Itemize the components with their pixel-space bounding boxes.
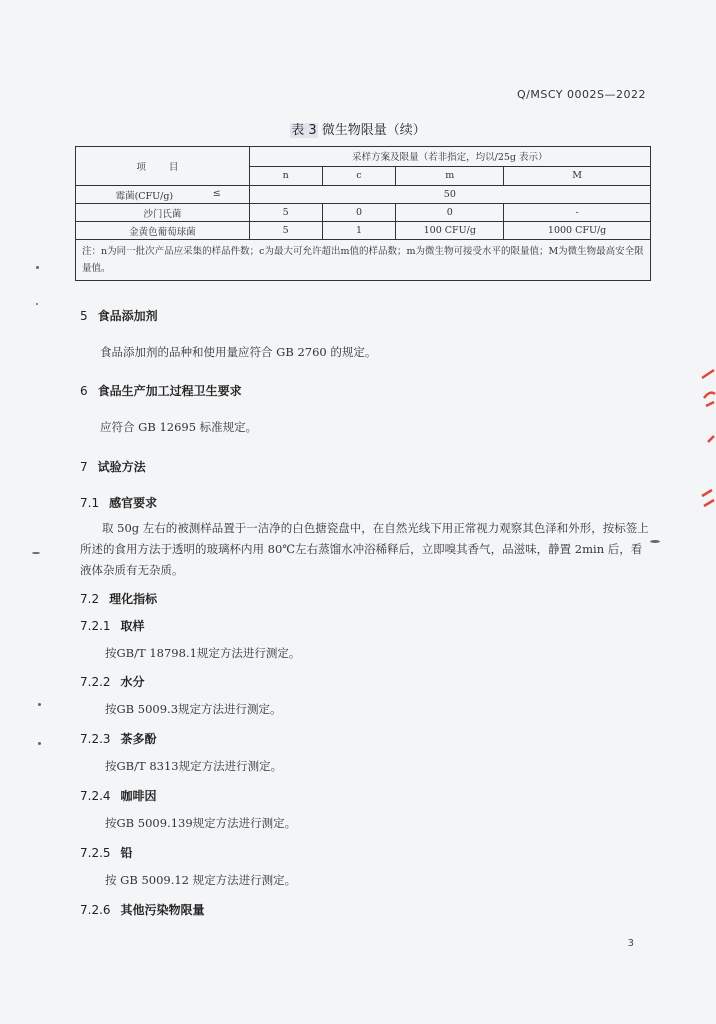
table-title [0, 119, 716, 138]
table-note: 注：n为同一批次产品应采集的样品件数；c为最大可允许超出m值的样品数；m为微生物可接受水平的限量值；M为微生物最高安全限量值。 [76, 240, 651, 281]
cell-c: 1 [322, 222, 396, 240]
section-7-2-5-text: 按 GB 5009.12 规定方法进行测定。 [105, 873, 297, 887]
section-number: 7.1 [80, 496, 100, 510]
section-number: 7.2.3 [80, 732, 111, 746]
section-7-2-4-text: 按GB 5009.139规定方法进行测定。 [105, 816, 297, 830]
table-header-row [76, 147, 651, 167]
scan-speck [650, 540, 660, 543]
subheader-c: c [322, 166, 396, 186]
section-title: 食品添加剂 [97, 309, 158, 323]
section-number: 7.2.6 [80, 903, 111, 917]
section-title: 感官要求 [109, 496, 158, 510]
section-title: 试验方法 [97, 460, 146, 474]
section-number: 7.2.5 [80, 846, 111, 860]
table-row [76, 186, 651, 204]
subheader-m: m [396, 166, 504, 186]
cell-M: 1000 CFU/g [504, 222, 651, 240]
scan-speck [38, 703, 41, 706]
subheader-n: n [249, 166, 322, 186]
section-7-2-2-text: 按GB 5009.3规定方法进行测定。 [105, 702, 282, 716]
section-6-heading [80, 382, 242, 399]
section-title: 水分 [120, 675, 145, 689]
subheader-M: M [504, 166, 651, 186]
section-7-1-text: 取 50g 左右的被测样品置于一洁净的白色搪瓷盘中，在自然光线下用正常视力观察其色泽和外形，按标签上所述的食用方法于透明的玻璃杯内用 80℃左右蒸馏水冲浴稀释后，立即嗅其香气，品滋味，静置 2min 后，看液体杂质有无杂质。 [80, 521, 649, 577]
section-number: 7.2.4 [80, 789, 111, 803]
section-title: 理化指标 [109, 592, 158, 606]
section-7-2-heading [80, 590, 157, 607]
table-title-text: 微生物限量（续） [317, 123, 426, 138]
col-item-header: 项 目 [76, 147, 250, 186]
scan-speck [32, 552, 40, 554]
section-title: 咖啡因 [120, 789, 157, 803]
cell-n: 5 [249, 222, 322, 240]
scan-speck [36, 303, 38, 305]
section-number: 6 [80, 384, 88, 398]
red-seal-stamp-edge [696, 360, 716, 520]
section-number: 7.2.1 [80, 619, 111, 633]
microbe-limit-table [75, 146, 651, 281]
table-row [76, 222, 651, 240]
section-7-2-1-heading [80, 617, 145, 634]
le-symbol: ≤ [212, 187, 221, 199]
cell-m: 100 CFU/g [396, 222, 504, 240]
section-7-2-2-heading [80, 673, 145, 690]
col-plan-header: 采样方案及限量（若非指定，均以/25g 表示） [249, 147, 650, 167]
row-item-mold [76, 186, 250, 204]
section-7-2-1-text: 按GB/T 18798.1规定方法进行测定。 [105, 646, 301, 660]
section-7-1-heading [80, 494, 157, 511]
row-value-merged: 50 [249, 186, 650, 204]
row-item-staph: 金黄色葡萄球菌 [76, 222, 250, 240]
cell-m: 0 [396, 204, 504, 222]
section-7-2-3-text: 按GB/T 8313规定方法进行测定。 [105, 759, 283, 773]
scan-speck [38, 742, 41, 745]
section-number: 5 [80, 309, 88, 323]
section-5-text: 食品添加剂的品种和使用量应符合 GB 2760 的规定。 [100, 345, 377, 359]
section-5-heading [80, 307, 158, 324]
table-note-row [76, 240, 651, 281]
section-number: 7 [80, 460, 88, 474]
section-title: 食品生产加工过程卫生要求 [97, 384, 242, 398]
section-7-2-5-heading [80, 844, 133, 861]
section-title: 茶多酚 [120, 732, 157, 746]
cell-M: - [504, 204, 651, 222]
section-7-heading [80, 458, 146, 475]
cell-c: 0 [322, 204, 396, 222]
row-item-label: 霉菌(CFU/g) [115, 190, 174, 202]
scan-speck [36, 266, 39, 269]
section-number: 7.2.2 [80, 675, 111, 689]
section-title: 其他污染物限量 [120, 903, 205, 917]
section-number: 7.2 [80, 592, 100, 606]
section-title: 铅 [120, 846, 133, 860]
section-7-2-3-heading [80, 730, 157, 747]
page-number: 3 [627, 938, 634, 949]
cell-n: 5 [249, 204, 322, 222]
row-item-salmonella: 沙门氏菌 [76, 204, 250, 222]
section-6-text: 应符合 GB 12695 标准规定。 [100, 420, 258, 434]
document-code: Q/MSCY 0002S—2022 [516, 88, 646, 101]
table-row [76, 204, 651, 222]
table-number: 表 3 [291, 123, 317, 138]
section-7-2-6-heading [80, 901, 205, 918]
section-title: 取样 [120, 619, 145, 633]
section-7-2-4-heading [80, 787, 157, 804]
